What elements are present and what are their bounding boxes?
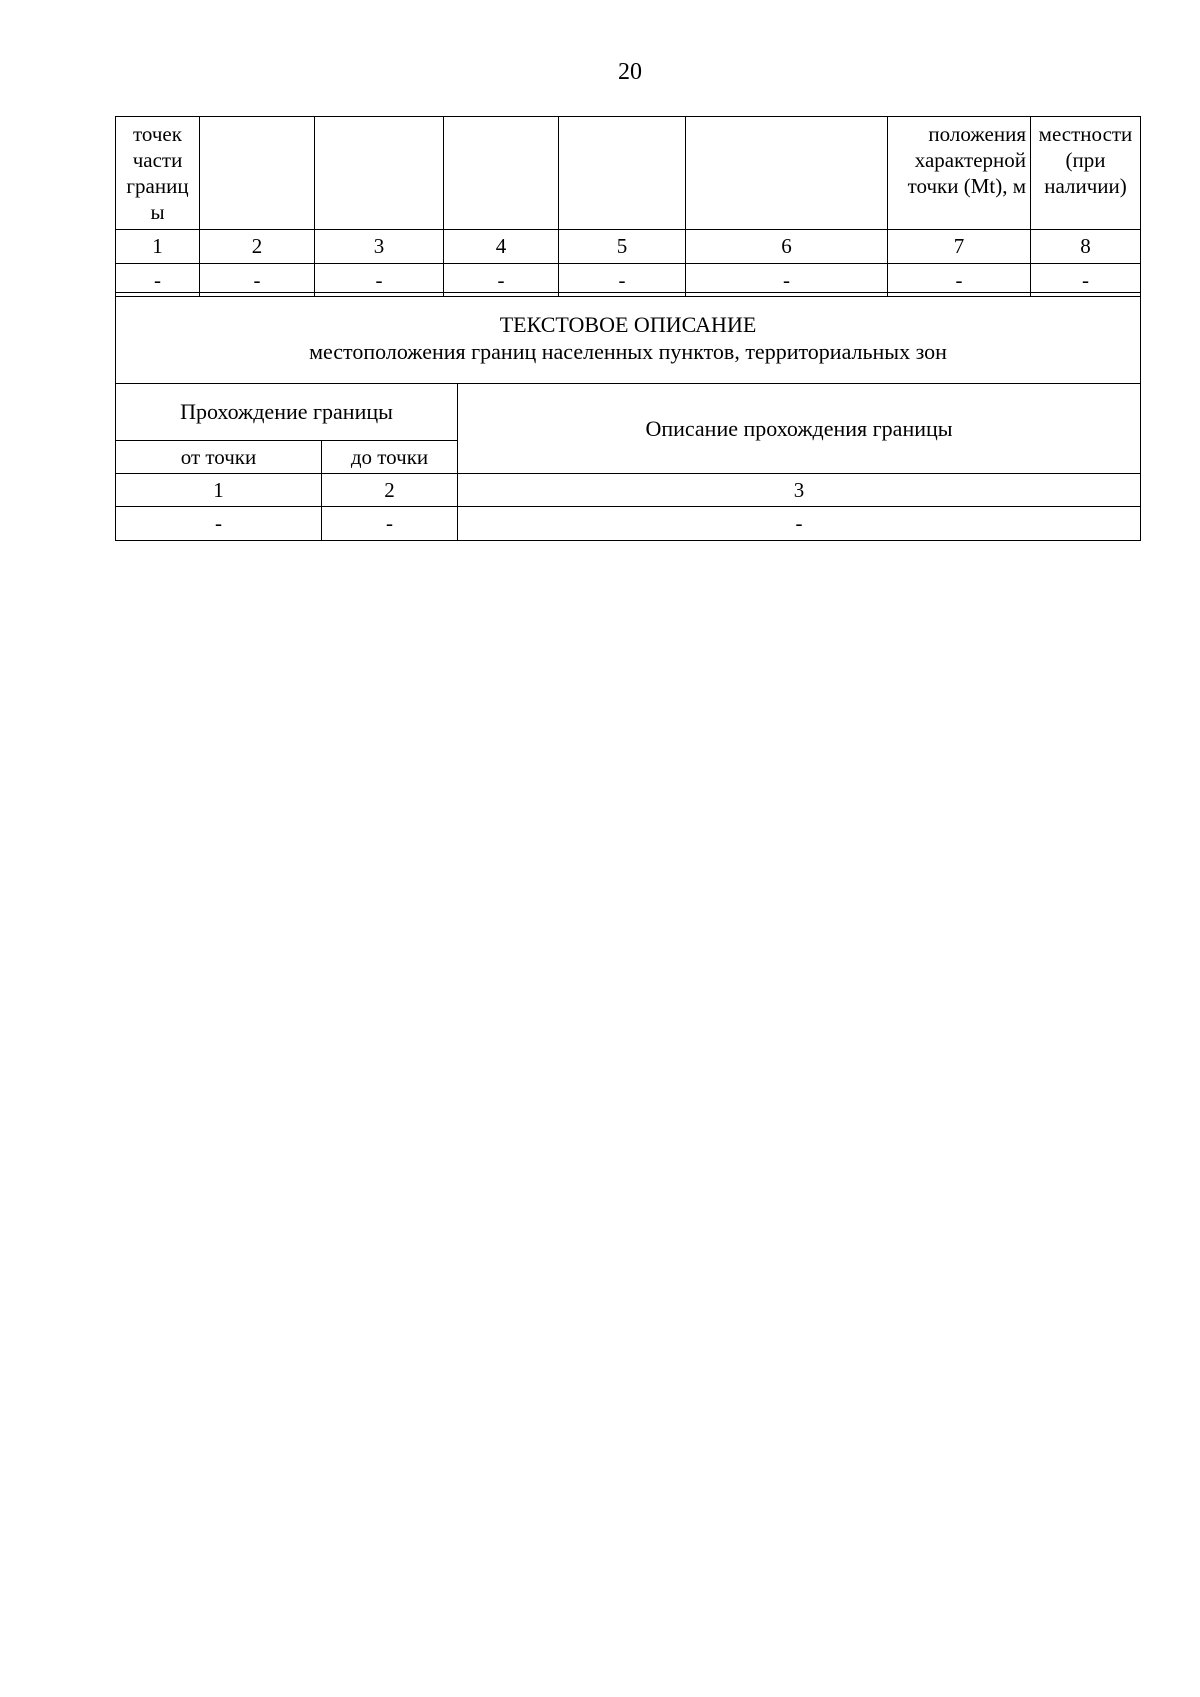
- column-number-cell: 8: [1031, 230, 1141, 264]
- boundary-description-header: Описание прохождения границы: [458, 384, 1141, 474]
- header-line: ы: [150, 200, 165, 224]
- header-line: положения: [928, 122, 1026, 146]
- header-cell-empty: [444, 117, 559, 230]
- page-number: 20: [618, 59, 642, 85]
- column-number-cell: 7: [888, 230, 1031, 264]
- column-number-row: [116, 474, 1141, 507]
- from-point-header: от точки: [116, 441, 322, 474]
- table-row: [116, 507, 1141, 541]
- header-line: местности: [1038, 122, 1133, 146]
- header-cell-points: [116, 117, 200, 230]
- table-cell: -: [116, 507, 322, 541]
- text-description-table: [115, 292, 1141, 541]
- column-number-cell: 5: [559, 230, 686, 264]
- section-subheading: местоположения границ населенных пунктов, территориальных зон: [309, 339, 947, 364]
- header-line: точек: [133, 122, 182, 146]
- table-cell: -: [559, 264, 686, 297]
- table-cell: -: [116, 264, 200, 297]
- header-cell-empty: [200, 117, 315, 230]
- column-number-cell: 1: [116, 230, 200, 264]
- table-cell: -: [1031, 264, 1141, 297]
- table-cell: -: [888, 264, 1031, 297]
- table-cell: -: [322, 507, 458, 541]
- header-cell-terrain: [1031, 117, 1141, 230]
- section-title-cell: [116, 293, 1141, 384]
- header-cell-empty: [559, 117, 686, 230]
- header-line: точки (Mt), м: [907, 174, 1026, 198]
- header-cell-accuracy: [888, 117, 1031, 230]
- table-cell: -: [686, 264, 888, 297]
- table-cell: -: [315, 264, 444, 297]
- column-number-cell: 3: [458, 474, 1141, 507]
- column-number-cell: 2: [200, 230, 315, 264]
- column-number-cell: 4: [444, 230, 559, 264]
- column-number-row: [116, 230, 1141, 264]
- to-point-header: до точки: [322, 441, 458, 474]
- coordinates-table: [115, 116, 1141, 297]
- column-number-cell: 6: [686, 230, 888, 264]
- header-line: характерной: [914, 148, 1026, 172]
- section-title-row: [116, 293, 1141, 384]
- table-header-row: [116, 117, 1141, 230]
- header-cell-empty: [686, 117, 888, 230]
- boundary-header-row: [116, 384, 1141, 441]
- column-number-cell: 3: [315, 230, 444, 264]
- column-number-cell: 2: [322, 474, 458, 507]
- table-cell: -: [458, 507, 1141, 541]
- header-line: границ: [126, 174, 189, 198]
- section-heading: ТЕКСТОВОЕ ОПИСАНИЕ: [499, 312, 757, 337]
- header-line: части: [132, 148, 183, 172]
- table-cell: -: [444, 264, 559, 297]
- table-cell: -: [200, 264, 315, 297]
- boundary-pass-header: Прохождение границы: [116, 384, 458, 441]
- header-line: наличии): [1044, 174, 1127, 198]
- column-number-cell: 1: [116, 474, 322, 507]
- header-line: (при: [1065, 148, 1106, 172]
- header-cell-empty: [315, 117, 444, 230]
